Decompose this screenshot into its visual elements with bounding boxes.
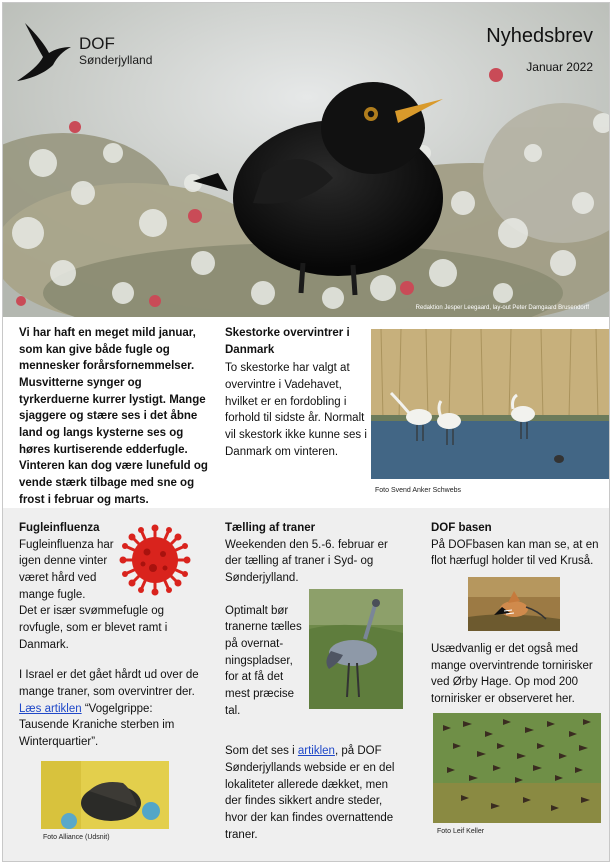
intro-text — [19, 325, 209, 508]
dofbasen-article-2 — [431, 641, 607, 708]
hero-credit: Redaktion Jesper Leegaard, lay-out Peter Damgaard Brusendorff — [415, 305, 589, 311]
dofbasen-p2: Usædvanlig er det også med mange overvintrende tornirisker ved Ørby Hage. Op mod 200 tornirisker er observeret her. — [431, 643, 593, 706]
dofbasen-heading: DOF basen — [431, 522, 492, 534]
fugleinfluenza-p2-text: I Israel er det gået hårdt ud over de mange traner, som overvintrer der. — [19, 669, 199, 699]
newsletter-title: Nyhedsbrev — [486, 25, 593, 47]
crane-photo — [309, 589, 403, 709]
issue-date: Januar 2022 — [526, 60, 593, 74]
skestorke-body: To skestorke har valgt at overvintre i Vadehavet, hvilket er en fordobling i forhold til sidste år. Normalt vil skestork ikke kunne ses i Danmark om vinteren. — [225, 362, 367, 458]
virus-icon — [119, 524, 191, 596]
hero-photo-blackbird — [3, 3, 610, 317]
spoonbill-photo — [371, 329, 610, 479]
hoopoe-photo — [468, 577, 560, 631]
spoonbill-illustration — [371, 329, 610, 479]
fugleinfluenza-p1a: Fugleinfluenza har igen denne vinter været hård ved mange fugle. — [19, 538, 114, 601]
spoonbill-caption: Foto Svend Anker Schwebs — [375, 487, 461, 494]
traner-p3-text: Som det ses i — [225, 745, 298, 758]
fugleinfluenza-p1b: Det er især svømmefugle og rovfugle, som er blevet ramt i Danmark. — [19, 605, 168, 651]
intro-paragraph-2: Vinteren kan dog være lunefuld og vende stærk tilbage med sne og frost i februar og marts. — [19, 460, 208, 506]
traner-p1: Weekenden den 5.-6. februar er der tælling af traner i Syd- og Sønderjylland. — [225, 538, 388, 585]
org-name: DOF — [79, 33, 115, 53]
masthead — [486, 25, 593, 74]
skestorke-article — [225, 325, 367, 460]
skestorke-heading: Skestorke overvintrer i Danmark — [225, 327, 350, 356]
bird-logo-icon — [15, 17, 73, 85]
fugleinfluenza-heading: Fugleinfluenza — [19, 522, 100, 534]
traner-p3 — [225, 743, 405, 843]
read-article-link[interactable]: Læs artiklen — [19, 702, 82, 715]
org-region: Sønderjylland — [79, 53, 153, 68]
linnets-caption: Foto Leif Keller — [437, 828, 485, 835]
linnets-photo — [433, 713, 601, 823]
intro-paragraph-1: Vi har haft en meget mild januar, som kan give både fugle og mennesker forårsfornemmelser. Musvitterne synger og tyrkerduerne kurrer lystigt. Mange sjaggere og stære ses i det åbne land og langs kysterne ses og høres kurtiserende edderfugle. — [19, 327, 206, 456]
dead-bird-photo — [41, 761, 169, 829]
dofbasen-p1: På DOFbasen kan man se, at en flot hærfugl holder til ved Kruså. — [431, 538, 599, 568]
dead-bird-caption: Foto Alliance (Udsnit) — [43, 834, 110, 841]
traner-p2: Optimalt bør tranerne tælles på overnat-ningspladser, for at få det mest præcise tal. — [225, 604, 302, 717]
traner-p3-rest: , på DOF Sønderjyllands webside er en del lokaliteter allerede dækket, men der findes sikkert andre steder, hvor der kan findes overnattende traner. — [225, 745, 395, 841]
fugleinfluenza-p2-quote: “Vogelgrippe: Tausende Kraniche sterben im Winterquartier”. — [19, 702, 175, 749]
traner-heading: Tælling af traner — [225, 522, 316, 534]
dofbasen-article — [431, 520, 607, 570]
article-link[interactable]: artiklen — [297, 745, 335, 758]
newsletter-page — [2, 2, 610, 862]
fugleinfluenza-p2 — [19, 667, 205, 750]
dof-logo[interactable] — [15, 17, 152, 85]
